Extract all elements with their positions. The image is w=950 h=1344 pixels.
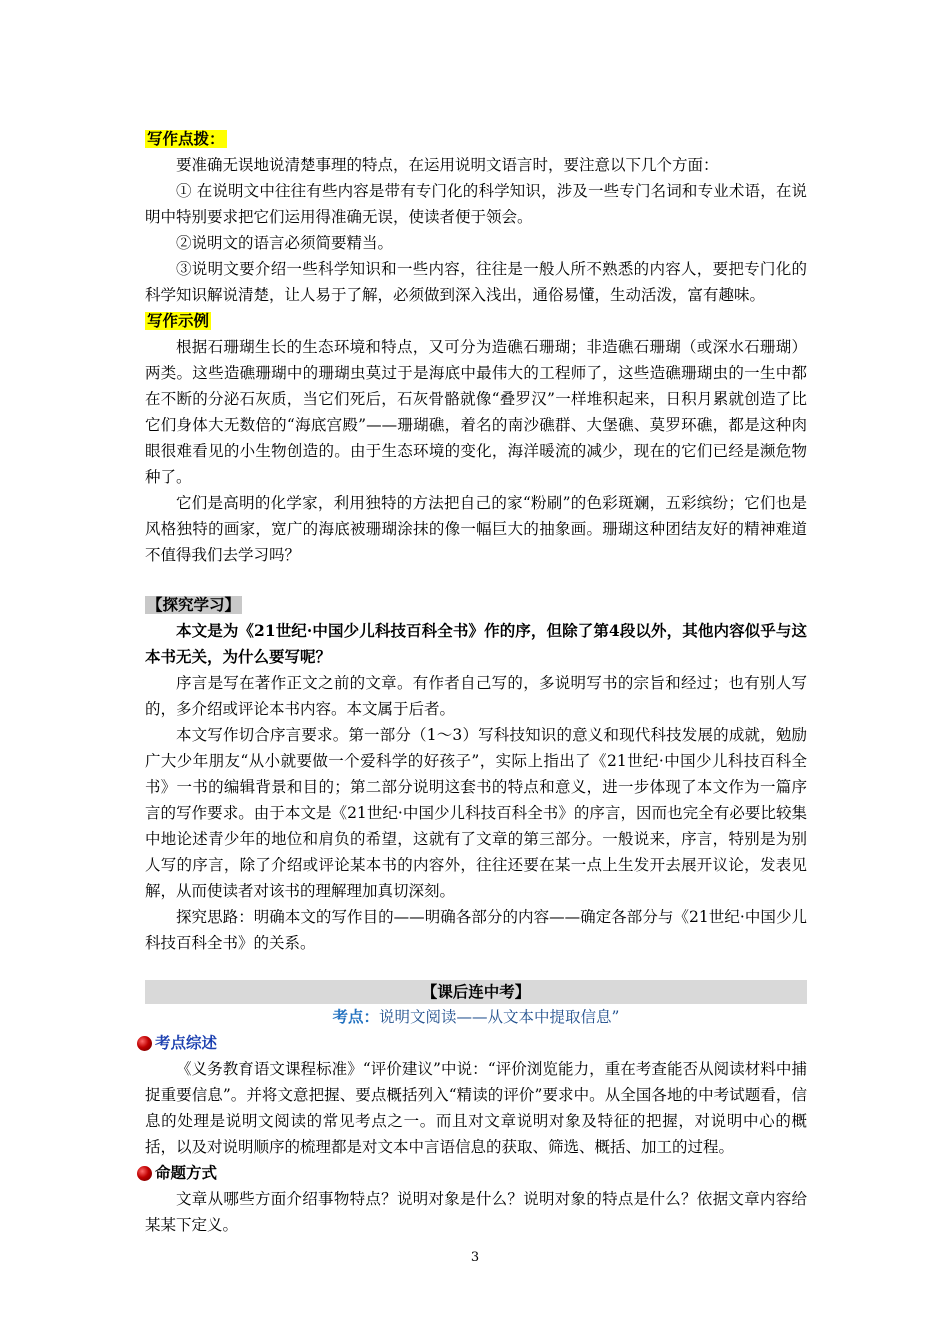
inquiry-question: 本文是为《21世纪·中国少儿科技百科全书》作的序，但除了第4段以外，其他内容似乎与这本书无关，为什么要写呢？ — [145, 621, 807, 666]
inquiry-heading-text: 【探究学习】 — [147, 596, 241, 614]
writing-tips-paragraph: ① 在说明文中往往有些内容是带有专门化的科学知识，涉及一些专门名词和专业术语，在说明中特别要求把它们运用得准确无误，使读者便于领会。 — [145, 182, 807, 226]
inquiry-paragraph: 探究思路：明确本文的写作目的——明确各部分的内容——确定各部分与《21世纪·中国少儿科技百科全书》的关系。 — [145, 908, 807, 952]
writing-tips-heading — [145, 126, 807, 152]
spacer — [145, 956, 807, 980]
spacer — [145, 568, 807, 592]
page-content — [145, 126, 807, 1238]
method-heading — [137, 1160, 807, 1186]
writing-example-heading-text: 写作示例 — [147, 312, 210, 330]
summary-paragraph: 《义务教育语文课程标准》“评价建议”中说：“评价浏览能力，重在考查能否从阅读材料中捕捉重要信息”。并将文意把握、要点概括列入“精读的评价”要求中。从全国各地的中考试题看，信息的处理是说明文阅读的常见考点之一。而且对文章说明对象及特征的把握，对说明中心的概括，以及对说明顺序的梳理都是对文本中言语信息的获取、筛选、概括、加工的过程。 — [145, 1060, 807, 1156]
inquiry-heading — [145, 592, 807, 618]
writing-tips-heading-text: 写作点拨： — [147, 130, 225, 148]
summary-heading-text: 考点综述 — [155, 1034, 218, 1052]
summary-heading — [137, 1030, 807, 1056]
exam-banner: 【课后连中考】 — [145, 980, 807, 1004]
inquiry-paragraph: 本文写作切合序言要求。第一部分（1～3）写科技知识的意义和现代科技发展的成就，勉励广大少年朋友“从小就要做一个爱科学的好孩子”，实际上指出了《21世纪·中国少儿科技百科全书》一书的编辑背景和目的；第二部分说明这套书的特点和意义，进一步体现了本文作为一篇序言的写作要求。由于本文是《21世纪·中国少儿科技百科全书》的序言，因而也完全有必要比较集中地论述青少年的地位和肩负的希望，这就有了文章的第三部分。一般说来，序言，特别是为别人写的序言，除了介绍或评论某本书的内容外，往往还要在某一点上生发开去展开议论，发表见解，从而使读者对该书的理解理加真切深刻。 — [145, 726, 807, 900]
red-ball-bullet-icon — [137, 1036, 152, 1051]
method-heading-text: 命题方式 — [155, 1164, 218, 1182]
writing-example-paragraph: 根据石珊瑚生长的生态环境和特点，又可分为造礁石珊瑚；非造礁石珊瑚（或深水石珊瑚）两类。这些造礁珊瑚中的珊瑚虫莫过于是海底中最伟大的工程师了，这些造礁珊瑚虫的一生中都在不断的分泌石灰质，当它们死后，石灰骨骼就像“叠罗汉”一样堆积起来，日积月累就创造了比它们身体大无数倍的“海底宫殿”——珊瑚礁，着名的南沙礁群、大堡礁、莫罗环礁，都是这种肉眼很难看见的小生物创造的。由于生态环境的变化，海洋暖流的减少，现在的它们已经是濒危物种了。 — [145, 338, 807, 486]
method-paragraph: 文章从哪些方面介绍事物特点？说明对象是什么？说明对象的特点是什么？依据文章内容给某某下定义。 — [145, 1190, 807, 1234]
kaodian-text: 说明文阅读——从文本中提取信息” — [379, 1008, 620, 1026]
kaodian-label: 考点： — [332, 1008, 380, 1026]
writing-tips-paragraph: 要准确无误地说清楚事理的特点，在运用说明文语言时，要注意以下几个方面： — [176, 156, 719, 174]
writing-example-heading — [145, 308, 807, 334]
kaodian-line — [145, 1004, 807, 1030]
writing-example-paragraph: 它们是高明的化学家，利用独特的方法把自己的家“粉刷”的色彩斑斓，五彩缤纷；它们也是风格独特的画家，宽广的海底被珊瑚涂抹的像一幅巨大的抽象画。珊瑚这种团结友好的精神难道不值得我们去学习吗？ — [145, 494, 807, 564]
writing-tips-paragraph: ③说明文要介绍一些科学知识和一些内容，往往是一般人所不熟悉的内容人，要把专门化的科学知识解说清楚，让人易于了解，必须做到深入浅出，通俗易懂，生动活泼，富有趣味。 — [145, 260, 807, 304]
inquiry-paragraph: 序言是写在著作正文之前的文章。有作者自己写的，多说明写书的宗旨和经过；也有别人写的，多介绍或评论本书内容。本文属于后者。 — [145, 674, 807, 718]
writing-tips-paragraph: ②说明文的语言必须简要精当。 — [176, 234, 394, 252]
red-ball-bullet-icon — [137, 1166, 152, 1181]
page-number: 3 — [470, 1250, 480, 1265]
